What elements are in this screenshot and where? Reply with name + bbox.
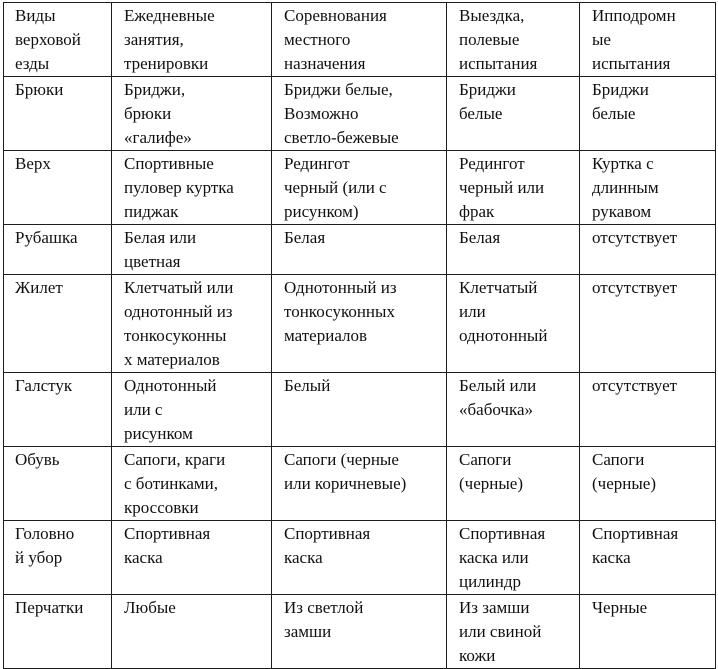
riding-attire-table	[3, 2, 716, 669]
table-cell	[447, 225, 580, 275]
cell-text-line: Возможно	[284, 104, 359, 123]
header-cell	[4, 3, 112, 77]
cell-text-line: Белая	[459, 228, 501, 247]
cell-text-line: местного	[284, 30, 351, 49]
cell-text-line: Белый	[284, 376, 331, 395]
cell-text-line: «галифе»	[124, 128, 192, 147]
table-cell	[447, 595, 580, 669]
cell-text-line: Однотонный из	[284, 278, 397, 297]
cell-text-line: Сапоги	[592, 450, 645, 469]
cell-text-line: Бриджи,	[124, 80, 186, 99]
cell-text-line: х материалов	[124, 350, 220, 369]
row-label-cell	[4, 447, 112, 521]
table-cell	[272, 521, 447, 595]
cell-text-line: Любые	[124, 598, 176, 617]
row-label-cell	[4, 595, 112, 669]
cell-text-line: тренировки	[124, 54, 209, 73]
cell-text-line: с ботинками,	[124, 474, 218, 493]
cell-text-line: полевые	[459, 30, 520, 49]
cell-text-line: кроссовки	[124, 498, 199, 517]
table-cell	[272, 275, 447, 373]
cell-text-line: Спортивная	[459, 524, 546, 543]
cell-text-line: длинным	[592, 178, 659, 197]
header-cell	[272, 3, 447, 77]
table-cell	[272, 447, 447, 521]
table-cell	[112, 151, 272, 225]
cell-text-line: Черные	[592, 598, 648, 617]
table-cell	[580, 595, 716, 669]
row-label-cell	[4, 77, 112, 151]
cell-text-line: Из замши	[459, 598, 530, 617]
row-label-cell	[4, 275, 112, 373]
cell-text-line: отсутствует	[592, 278, 678, 297]
cell-text-line: Рубашка	[15, 228, 78, 247]
cell-text-line: Спортивные	[124, 154, 214, 173]
cell-text-line: фрак	[459, 202, 495, 221]
cell-text-line: белые	[592, 104, 636, 123]
cell-text-line: Обувь	[15, 450, 60, 469]
cell-text-line: испытания	[459, 54, 538, 73]
header-cell	[580, 3, 716, 77]
table-cell	[580, 521, 716, 595]
cell-text-line: Клетчатый или	[124, 278, 234, 297]
cell-text-line: отсутствует	[592, 376, 678, 395]
cell-text-line: Спортивная	[284, 524, 371, 543]
cell-text-line: материалов	[284, 326, 368, 345]
cell-text-line: Куртка с	[592, 154, 654, 173]
cell-text-line: или коричневые)	[284, 474, 407, 493]
table-cell	[112, 373, 272, 447]
cell-text-line: Белая	[284, 228, 326, 247]
cell-text-line: однотонный из	[124, 302, 233, 321]
cell-text-line: испытания	[592, 54, 671, 73]
cell-text-line: верховой	[15, 30, 81, 49]
row-label-cell	[4, 373, 112, 447]
cell-text-line: или свиной	[459, 622, 542, 641]
header-cell	[112, 3, 272, 77]
cell-text-line: или с	[124, 400, 163, 419]
table-row	[4, 373, 716, 447]
cell-text-line: однотонный	[459, 326, 548, 345]
cell-text-line: Бриджи белые,	[284, 80, 393, 99]
cell-text-line: Редингот	[459, 154, 525, 173]
cell-text-line: Бриджи	[592, 80, 649, 99]
cell-text-line: рукавом	[592, 202, 652, 221]
cell-text-line: рисунком)	[284, 202, 359, 221]
cell-text-line: рисунком	[124, 424, 193, 443]
cell-text-line: (черные)	[459, 474, 523, 493]
cell-text-line: черный (или с	[284, 178, 387, 197]
table-cell	[580, 225, 716, 275]
table-cell	[447, 521, 580, 595]
cell-text-line: Ежедневные	[124, 6, 215, 25]
cell-text-line: тонкосуконны	[124, 326, 227, 345]
cell-text-line: Из светлой	[284, 598, 364, 617]
cell-text-line: «бабочка»	[459, 400, 534, 419]
row-label-cell	[4, 151, 112, 225]
row-label-cell	[4, 225, 112, 275]
table-row	[4, 151, 716, 225]
cell-text-line: Брюки	[15, 80, 64, 99]
cell-text-line: Перчатки	[15, 598, 84, 617]
table-row	[4, 77, 716, 151]
cell-text-line: Спортивная	[124, 524, 211, 543]
cell-text-line: Ипподромн	[592, 6, 676, 25]
cell-text-line: кожи	[459, 646, 496, 665]
cell-text-line: светло-бежевые	[284, 128, 399, 147]
cell-text-line: (черные)	[592, 474, 656, 493]
table-row	[4, 595, 716, 669]
cell-text-line: Спортивная	[592, 524, 679, 543]
cell-text-line: пуловер куртка	[124, 178, 234, 197]
cell-text-line: черный или	[459, 178, 545, 197]
row-label-cell	[4, 521, 112, 595]
table-cell	[112, 447, 272, 521]
cell-text-line: Выездка,	[459, 6, 525, 25]
cell-text-line: белые	[459, 104, 503, 123]
cell-text-line: Клетчатый	[459, 278, 538, 297]
cell-text-line: Редингот	[284, 154, 350, 173]
cell-text-line: Сапоги (черные	[284, 450, 399, 469]
cell-text-line: Верх	[15, 154, 51, 173]
cell-text-line: пиджак	[124, 202, 179, 221]
cell-text-line: каска	[284, 548, 323, 567]
cell-text-line: ые	[592, 30, 611, 49]
cell-text-line: брюки	[124, 104, 172, 123]
table-cell	[272, 151, 447, 225]
cell-text-line: й убор	[15, 548, 63, 567]
cell-text-line: или	[459, 302, 486, 321]
cell-text-line: Соревнования	[284, 6, 387, 25]
table-cell	[272, 595, 447, 669]
table-cell	[112, 225, 272, 275]
table-cell	[112, 595, 272, 669]
cell-text-line: Однотонный	[124, 376, 217, 395]
cell-text-line: Жилет	[15, 278, 63, 297]
table-body	[4, 3, 716, 669]
cell-text-line: Галстук	[15, 376, 73, 395]
cell-text-line: Сапоги	[459, 450, 512, 469]
table-cell	[112, 521, 272, 595]
cell-text-line: каска	[124, 548, 163, 567]
cell-text-line: каска	[592, 548, 631, 567]
cell-text-line: замши	[284, 622, 332, 641]
table-cell	[272, 77, 447, 151]
table-row	[4, 447, 716, 521]
cell-text-line: Бриджи	[459, 80, 516, 99]
cell-text-line: каска или	[459, 548, 529, 567]
table-cell	[447, 275, 580, 373]
cell-text-line: назначения	[284, 54, 366, 73]
table-cell	[447, 447, 580, 521]
table-header-row	[4, 3, 716, 77]
cell-text-line: Головно	[15, 524, 75, 543]
table-cell	[447, 373, 580, 447]
cell-text-line: Сапоги, краги	[124, 450, 226, 469]
header-cell	[447, 3, 580, 77]
table-cell	[580, 373, 716, 447]
table-cell	[272, 225, 447, 275]
cell-text-line: Виды	[15, 6, 56, 25]
table-cell	[447, 151, 580, 225]
cell-text-line: тонкосуконных	[284, 302, 395, 321]
cell-text-line: отсутствует	[592, 228, 678, 247]
table-cell	[447, 77, 580, 151]
table-cell	[580, 447, 716, 521]
table-cell	[580, 151, 716, 225]
cell-text-line: езды	[15, 54, 50, 73]
table-row	[4, 275, 716, 373]
table-cell	[112, 77, 272, 151]
table-cell	[272, 373, 447, 447]
table-row	[4, 521, 716, 595]
table-cell	[580, 275, 716, 373]
cell-text-line: Белый или	[459, 376, 537, 395]
table-row	[4, 225, 716, 275]
cell-text-line: занятия,	[124, 30, 184, 49]
table-cell	[580, 77, 716, 151]
cell-text-line: цветная	[124, 252, 181, 271]
cell-text-line: цилиндр	[459, 572, 522, 591]
table-cell	[112, 275, 272, 373]
cell-text-line: Белая или	[124, 228, 197, 247]
